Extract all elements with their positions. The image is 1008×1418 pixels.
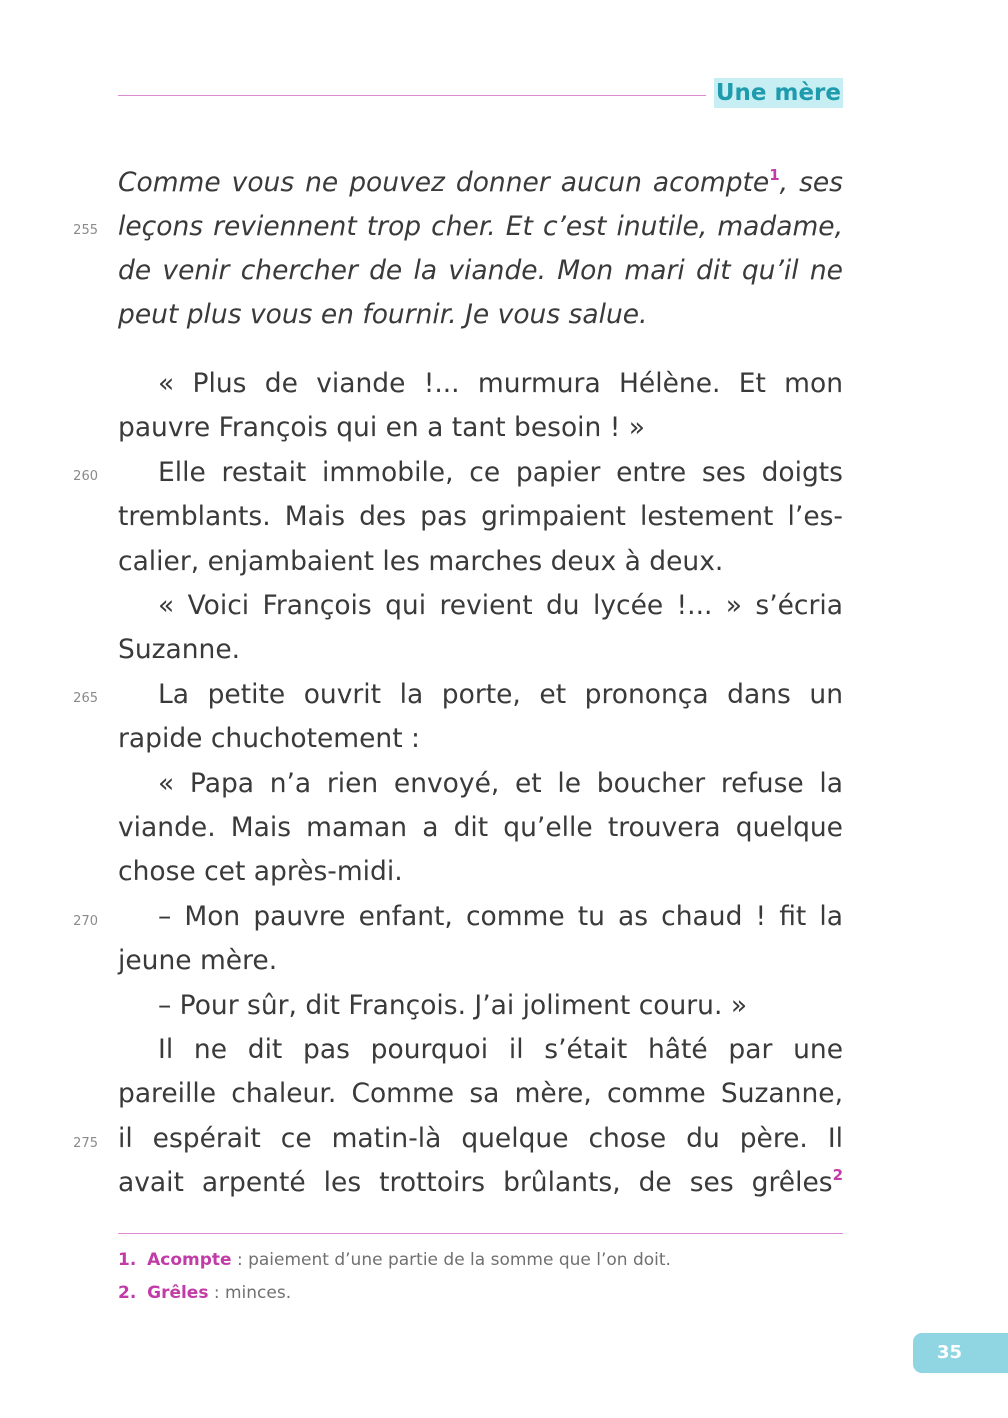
text-line: La petite ouvrit la porte, et prononça dans un <box>158 678 843 710</box>
text-line: chose cet après-midi. <box>118 856 403 888</box>
text-line: tremblants. Mais des pas grimpaient lestement l’es- <box>118 501 843 533</box>
footnote-2 <box>118 1279 291 1307</box>
footnote-ref-1[interactable]: 1 <box>769 166 780 184</box>
text-fragment: avait arpenté les trottoirs brûlants, de ses grêles <box>118 1167 833 1199</box>
footnote-1 <box>118 1246 671 1274</box>
text-line: jeune mère. <box>118 945 278 977</box>
line-number: 275 <box>73 1136 98 1151</box>
text-line: rapide chuchotement : <box>118 723 420 755</box>
footnote-number: 1. <box>118 1250 137 1270</box>
footnote-term: Grêles <box>147 1283 209 1303</box>
footnote-ref-2[interactable]: 2 <box>832 1166 843 1185</box>
footnote-term: Acompte <box>147 1250 232 1270</box>
text-line: viande. Mais maman a dit qu’elle trouvera quelque <box>118 812 843 843</box>
text-line: Il ne dit pas pourquoi il s’était hâté par une <box>158 1034 843 1065</box>
text-fragment: , ses <box>779 167 843 198</box>
text-line: pauvre François qui en a tant besoin ! » <box>118 412 646 444</box>
text-line: « Papa n’a rien envoyé, et le boucher refuse la <box>158 767 843 799</box>
text-line: – Mon pauvre enfant, comme tu as chaud ! fit la <box>158 900 843 932</box>
text-line: pareille chaleur. Comme sa mère, comme Suzanne, <box>118 1078 843 1110</box>
line-number: 260 <box>73 469 98 484</box>
text-line: il espérait ce matin-là quelque chose du père. Il <box>118 1122 843 1154</box>
footnote-number: 2. <box>118 1283 137 1303</box>
text-line: peut plus vous en fournir. Je vous salue. <box>118 299 648 330</box>
text-line <box>118 161 843 205</box>
text-line: – Pour sûr, dit François. J’ai joliment couru. » <box>158 989 748 1021</box>
text-line: de venir chercher de la viande. Mon mari dit qu’il ne <box>118 255 843 286</box>
page-number: 35 <box>913 1333 1008 1373</box>
text-line: calier, enjambaient les marches deux à deux. <box>118 545 724 577</box>
text-line: « Voici François qui revient du lycée !... » s’écria <box>158 590 843 621</box>
footnote-rule <box>118 1233 843 1234</box>
text-fragment: Comme vous ne pouvez donner aucun acompte <box>118 167 770 198</box>
text-line <box>118 1161 843 1205</box>
text-line: Suzanne. <box>118 634 241 666</box>
footnote-definition: : minces. <box>208 1283 292 1303</box>
line-number: 265 <box>73 691 98 706</box>
text-line: leçons reviennent trop cher. Et c’est inutile, madame, <box>118 211 843 242</box>
line-number: 255 <box>73 223 98 238</box>
text-line: Elle restait immobile, ce papier entre ses doigts <box>158 456 843 488</box>
header-rule <box>118 95 706 96</box>
footnote-definition: : paiement d’une partie de la somme que l’on doit. <box>231 1250 671 1270</box>
line-number: 270 <box>73 914 98 929</box>
chapter-title: Une mère <box>715 80 841 106</box>
text-line: « Plus de viande !... murmura Hélène. Et mon <box>158 368 843 399</box>
